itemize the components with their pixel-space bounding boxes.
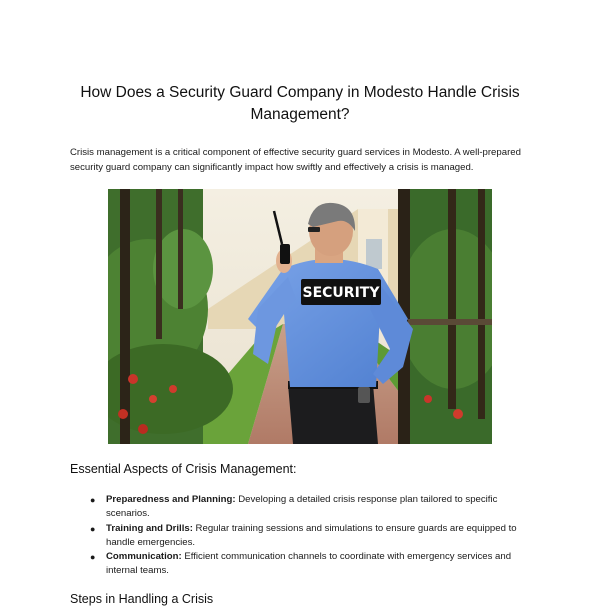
list-item [70,522,540,551]
bullet-icon: ● [90,552,96,563]
list-item [70,550,540,579]
security-guard-photo [108,189,492,444]
page-title: How Does a Security Guard Company in Modesto Handle Crisis Management? [80,84,520,123]
list-item-text: Developing a detailed crisis response plan tailored to specific scenarios. [106,494,498,520]
list-item-text: Efficient communication channels to coordinate with emergency services and internal teams. [106,551,512,577]
section-heading: Essential Aspects of Crisis Management: [70,462,297,476]
list-item-term: Communication: [106,551,182,563]
list-item-term: Preparedness and Planning: [106,494,236,505]
list-item-text: Regular training sessions and simulations to ensure guards are equipped to handle emergencies. [106,522,517,548]
aspects-list [70,493,540,579]
next-section-heading: Steps in Handling a Crisis [70,592,214,606]
list-item-term: Training and Drills: [106,522,193,534]
list-item [70,493,540,522]
bullet-icon: ● [90,523,96,534]
bullet-icon: ● [90,495,96,505]
intro-paragraph: Crisis management is a critical component of effective security guard services in Modesto. A well-prepared security guard company can significantly impact how swiftly and effectively a crisis is managed. [70,147,521,173]
vest-label: SECURITY [302,285,380,301]
